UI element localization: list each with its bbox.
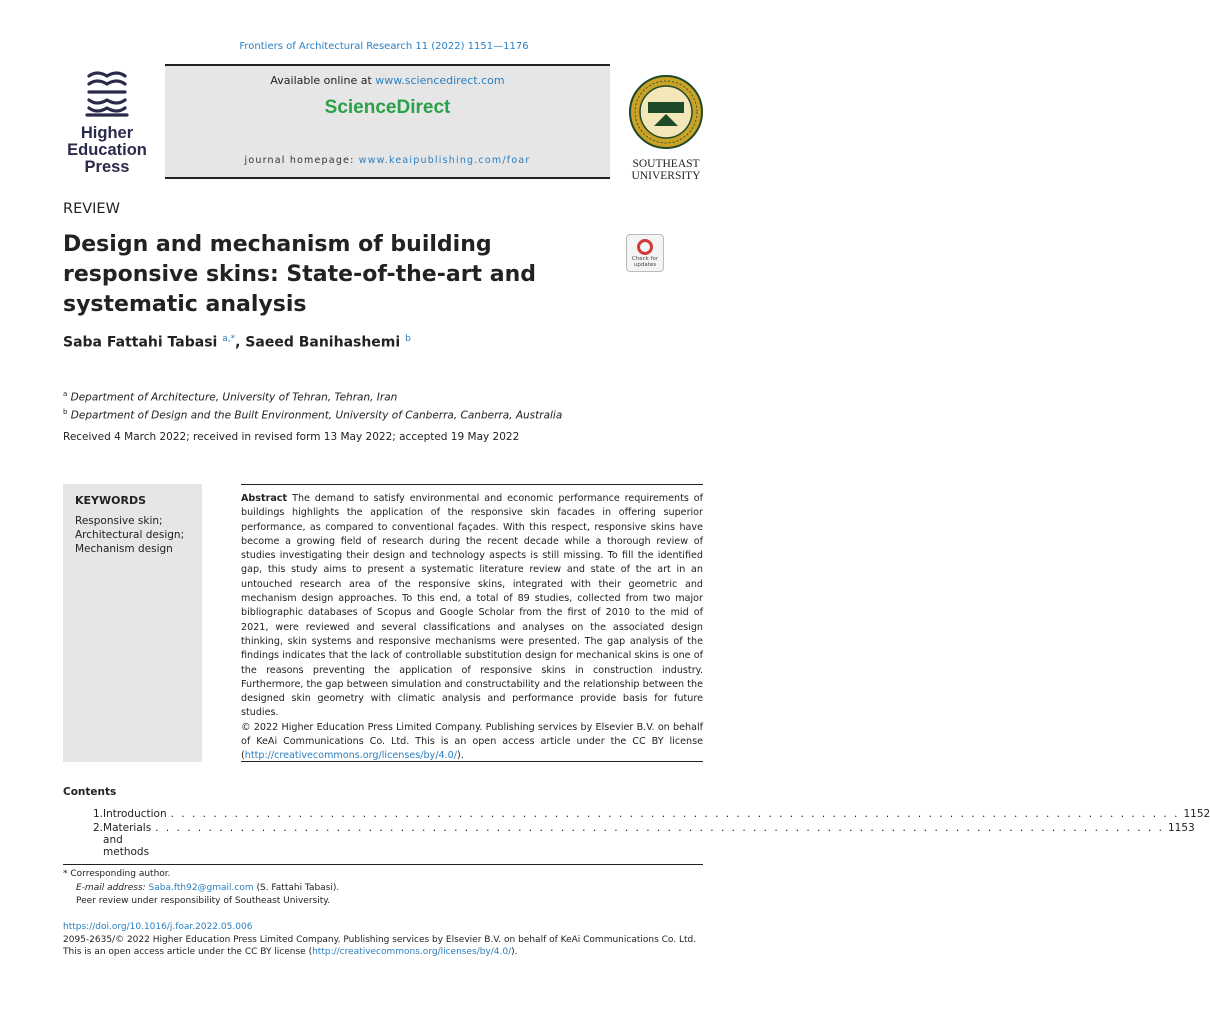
toc-page: 1152 xyxy=(1183,808,1210,820)
received-dates: Received 4 March 2022; received in revised form 13 May 2022; accepted 19 May 2022 xyxy=(63,431,520,443)
check-for-updates-button[interactable] xyxy=(626,234,664,272)
available-online: Available online at www.sciencedirect.com xyxy=(270,74,505,87)
check-updates-label: Check for updates xyxy=(631,256,659,268)
university-name-line: SOUTHEAST xyxy=(632,158,700,170)
sciencedirect-logo[interactable]: ScienceDirect xyxy=(324,97,451,118)
footer-license-link[interactable]: http://creativecommons.org/licenses/by/4.0/ xyxy=(312,947,512,957)
journal-banner xyxy=(165,64,610,179)
author-name[interactable]: Saeed Banihashemi xyxy=(245,334,401,351)
author-email-link[interactable]: Saba.fth92@gmail.com xyxy=(148,882,254,893)
abstract-body: Abstract The demand to satisfy environmental and economic performance requirements of buildings highlights the application of the responsive skin facades in offering superior performance, as compared to conventional façades. With this respect, responsive skins have become a growing field of research during the recent decade while a thorough review of studies investigating their design and technology aspects is still missing. To fill the identified gap, this study aims to present a systematic literature review and state of the art in an untouched research area of the responsive skins, integrated with their geometric and mechanism design approaches. To this end, a total of 89 studies, collected from two major bibliographic databases of Scopus and Google Scholar from the first of 2010 to the mid of 2021, were reviewed and several classifications and analyses on the associated design thinking, skin systems and responsive mechanisms were presented. The gap analysis of the findings indicates that the lack of controllable substitution design for mechanical skins is one of the reasons preventing the application of responsive skins in construction industry. Furthermore, the gap between simulation and constructability and the relationship between the designed skin geometry with climatic analysis and performance provide basis for future studies. xyxy=(241,493,703,719)
author-affiliation-marker[interactable]: b xyxy=(405,334,411,344)
doi-block xyxy=(63,921,708,959)
toc-leader: . . . . . . . . . . . . . . . . . . . . . . . . . . . . . . . . . . . . . . . . . . . . . . . . . . . . . . . . . . . . . . . . . . . . . . . . . . . . . . . . . . . . . . . . . . . . . . . xyxy=(170,808,1180,820)
logo-text-line: Press xyxy=(84,158,130,176)
toc-number: 2. xyxy=(93,822,104,834)
issn-line: 2095-2635/© 2022 Higher Education Press Limited Company. Publishing services by Elsevier B.V. on behalf of KeAi Communications Co. Ltd. xyxy=(63,934,697,945)
footnote-divider xyxy=(63,864,703,865)
article-title: Design and mechanism of building responsive skins: State-of-the-art and systematic analysis xyxy=(63,232,536,317)
keywords-box xyxy=(63,484,202,762)
doi-link[interactable]: https://doi.org/10.1016/j.foar.2022.05.006 xyxy=(63,922,253,932)
affiliations xyxy=(63,387,562,423)
affiliation-item: $^b$ Department of Design and the Built Environment, University of Canberra, Canberra, Australia xyxy=(63,408,563,422)
abstract-section xyxy=(241,484,703,762)
keywords-heading: KEYWORDS xyxy=(75,494,147,507)
affiliation-item: $^a$ Department of Architecture, University of Tehran, Tehran, Iran xyxy=(63,390,398,404)
license-link[interactable]: http://creativecommons.org/licenses/by/4.0/ xyxy=(244,750,457,762)
peer-review-note: Peer review under responsibility of Southeast University. xyxy=(76,896,331,906)
journal-homepage: journal homepage: www.keaipublishing.com/foar xyxy=(244,155,531,166)
abstract-label: Abstract xyxy=(241,493,288,504)
university-seal-icon xyxy=(628,74,704,150)
abstract-copyright: © 2022 Higher Education Press Limited Company. Publishing services by Elsevier B.V. on behalf of KeAi Communications Co. Ltd. This is an open access article under the CC BY license (http://creativecommons.org/licenses/by/4.0/). xyxy=(241,721,703,762)
university-name-line: UNIVERSITY xyxy=(631,170,701,182)
keyword-item: Responsive skin; xyxy=(75,515,163,527)
journal-reference[interactable]: Frontiers of Architectural Research 11 (2022) 1151—1176 xyxy=(239,41,529,52)
toc-leader: . . . . . . . . . . . . . . . . . . . . . . . . . . . . . . . . . . . . . . . . . . . . . . . . . . . . . . . . . . . . . . . . . . . . . . . . . . . . . . . . . . . . . . . . . . . . . . . xyxy=(155,822,1164,834)
sciencedirect-url-link[interactable]: www.sciencedirect.com xyxy=(375,74,505,87)
author-list: Saba Fattahi Tabasi $^{a,*}$, Saeed Banihashemi $^b$ xyxy=(63,334,411,351)
logo-text-line: Education xyxy=(67,141,147,159)
toc-page: 1153 xyxy=(1168,822,1195,834)
keyword-item: Mechanism design xyxy=(75,543,173,555)
article-type: REVIEW xyxy=(63,201,120,217)
corresponding-author-note: * Corresponding author. xyxy=(63,869,171,879)
check-updates-icon xyxy=(637,239,653,255)
book-stack-icon xyxy=(83,68,131,120)
journal-homepage-link[interactable]: www.keaipublishing.com/foar xyxy=(358,155,531,166)
footnotes xyxy=(63,868,339,909)
email-line: E-mail address: Saba.fth92@gmail.com (S. Fattahi Tabasi). xyxy=(76,882,340,893)
keyword-item: Architectural design; xyxy=(75,529,185,541)
author-name[interactable]: Saba Fattahi Tabasi xyxy=(63,334,218,351)
toc-entry[interactable] xyxy=(93,822,1195,858)
toc-title: Introduction xyxy=(103,808,167,820)
southeast-university-logo xyxy=(624,74,708,182)
toc-number: 1. xyxy=(93,808,104,820)
higher-education-press-logo xyxy=(62,68,152,180)
author-affiliation-marker[interactable]: a,* xyxy=(222,334,236,344)
logo-text-line: Higher xyxy=(80,124,134,142)
toc-entry[interactable] xyxy=(93,808,1210,820)
license-line: This is an open access article under the CC BY license (http://creativecommons.org/licenses/by/4.0/). xyxy=(63,947,518,957)
contents-heading: Contents xyxy=(63,786,117,798)
toc-title: Materials and methods xyxy=(103,822,152,858)
